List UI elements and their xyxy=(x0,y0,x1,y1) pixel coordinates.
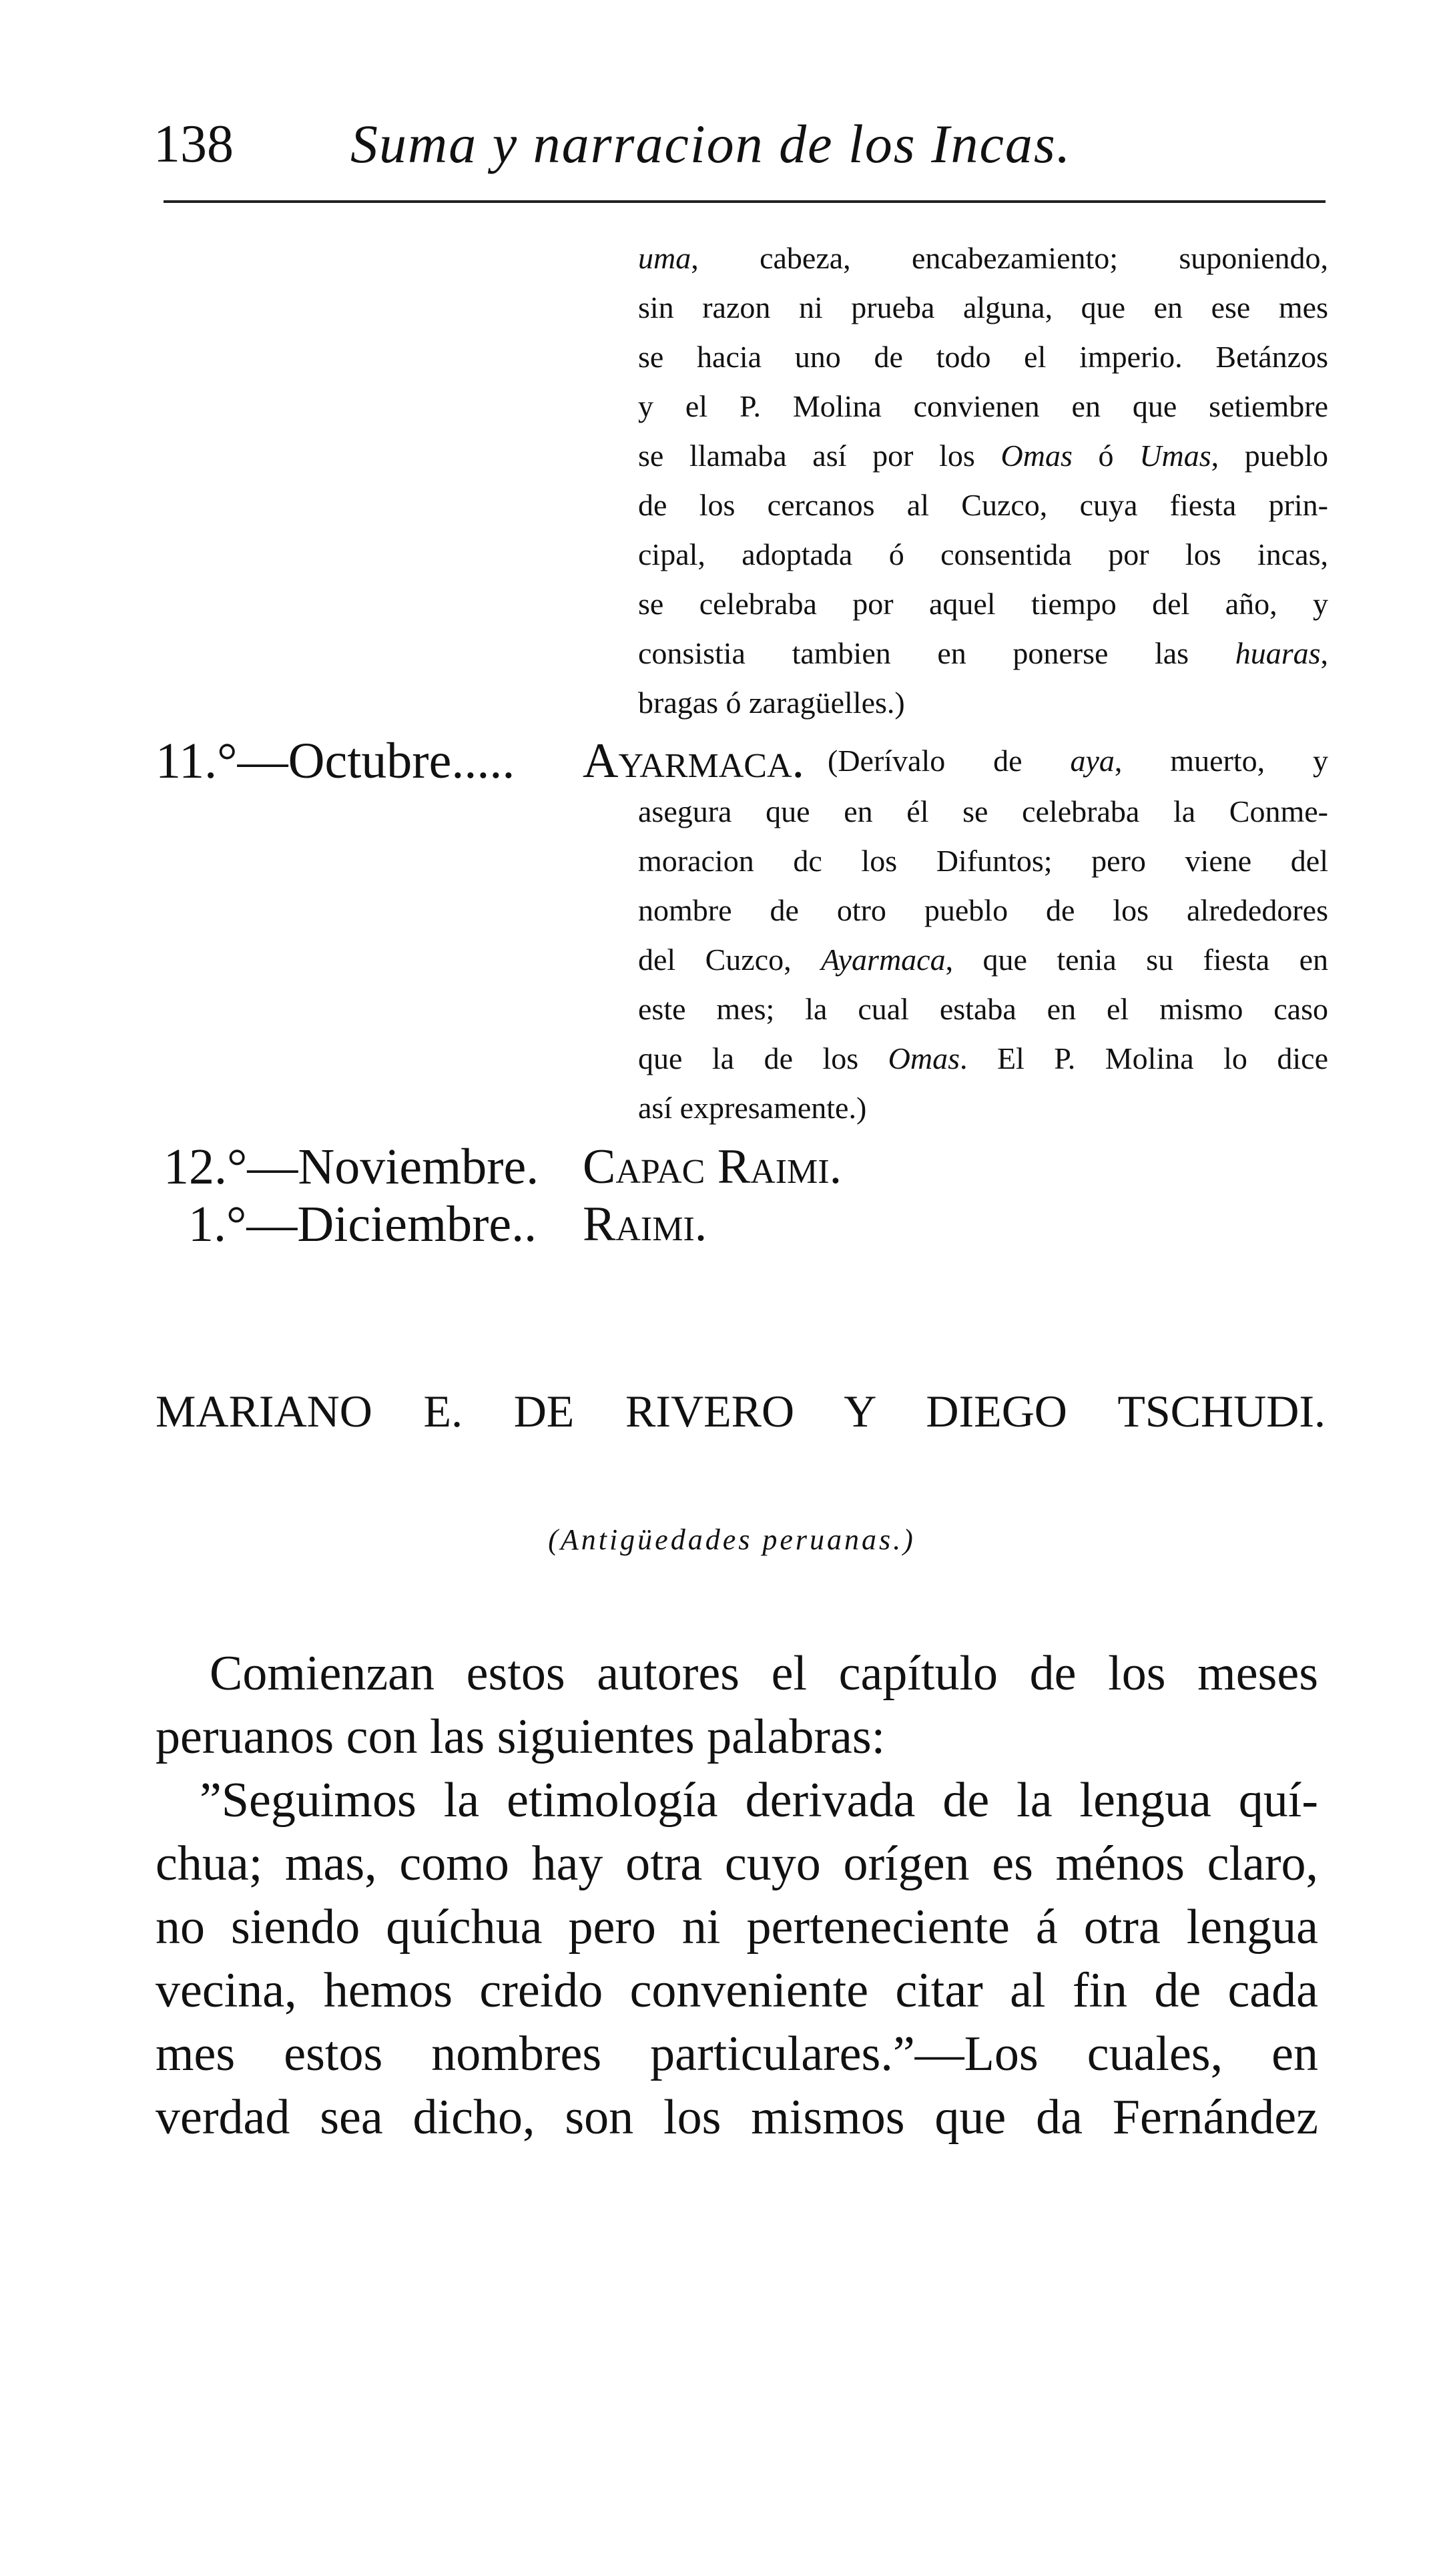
month-name-december: Raimi. xyxy=(583,1197,707,1252)
italic-text: Omas xyxy=(888,1041,960,1075)
month-name-november: Capac Raimi. xyxy=(583,1139,842,1194)
note-line xyxy=(638,787,1328,836)
note-line xyxy=(638,283,1328,332)
note-line xyxy=(828,736,1328,786)
text-segment: moracion dc los Difuntos; pero viene del xyxy=(638,844,1328,878)
header-rule xyxy=(164,200,1326,203)
note-line xyxy=(638,629,1328,678)
section-heading: MARIANO E. DE RIVERO Y DIEGO TSCHUDI. xyxy=(156,1386,1326,1437)
text-segment: que la de los xyxy=(638,1041,888,1075)
note-line xyxy=(638,836,1328,886)
text-segment: chua; mas, como hay otra cuyo orígen es ménos claro, xyxy=(156,1836,1318,1891)
note-line xyxy=(638,1034,1328,1083)
body-line xyxy=(156,2023,1318,2086)
text-segment: de los cercanos al Cuzco, cuya fiesta prin- xyxy=(638,488,1328,522)
month-name-october: Ayarmaca. xyxy=(583,734,804,788)
text-segment: del Cuzco, xyxy=(638,943,822,977)
text-segment: bragas ó zaragüelles.) xyxy=(638,686,905,720)
note-line xyxy=(638,1083,1328,1133)
page-number: 138 xyxy=(154,115,234,174)
body-line xyxy=(156,2086,1318,2149)
note-line xyxy=(638,579,1328,629)
text-segment: cipal, adoptada ó consentida por los incas, xyxy=(638,537,1328,571)
running-title: Suma y narracion de los Incas. xyxy=(350,113,1072,174)
text-segment: se llamaba así por los xyxy=(638,439,1001,473)
text-segment: se hacia uno de todo el imperio. Betánzos xyxy=(638,340,1328,374)
text-segment: consistia tambien en ponerse las xyxy=(638,636,1235,670)
italic-text: huaras xyxy=(1235,636,1321,670)
text-segment: y el P. Molina convienen en que setiembre xyxy=(638,389,1328,423)
note-line xyxy=(638,234,1328,283)
text-segment: , xyxy=(1320,636,1328,670)
italic-text: aya xyxy=(1070,744,1115,778)
text-segment: verdad sea dicho, son los mismos que da Fernández xyxy=(156,2090,1318,2145)
italic-text: uma xyxy=(638,241,691,275)
body-line xyxy=(210,1642,1318,1706)
note-line xyxy=(638,886,1328,935)
text-segment: , cabeza, encabezamiento; suponiendo, xyxy=(691,241,1328,275)
text-segment: Comienzan estos autores el capítulo de los meses xyxy=(210,1646,1318,1701)
text-segment: nombre de otro pueblo de los alrededores xyxy=(638,893,1328,927)
body-line xyxy=(156,1832,1318,1896)
text-segment: se celebraba por aquel tiempo del año, y xyxy=(638,587,1328,621)
note-line xyxy=(638,935,1328,985)
body-line xyxy=(156,1706,885,1769)
text-segment: mes estos nombres particulares.”—Los cuales, en xyxy=(156,2027,1318,2081)
text-segment: no siendo quíchua pero ni perteneciente á otra lengua xyxy=(156,1900,1318,1955)
text-segment: , que tenia su fiesta en xyxy=(945,943,1328,977)
text-segment: este mes; la cual estaba en el mismo caso xyxy=(638,992,1328,1026)
italic-text: Omas xyxy=(1000,439,1073,473)
italic-text: Umas xyxy=(1139,439,1211,473)
text-segment: (Derívalo de xyxy=(828,744,1071,778)
text-segment: sin razon ni prueba alguna, que en ese mes xyxy=(638,290,1328,324)
text-segment: ó xyxy=(1072,439,1140,473)
note-line xyxy=(638,678,1328,728)
italic-text: Ayarmaca xyxy=(821,943,946,977)
text-segment: , muerto, y xyxy=(1114,744,1329,778)
note-line xyxy=(638,985,1328,1034)
note-line xyxy=(638,530,1328,579)
text-segment: peruanos con las siguientes palabras: xyxy=(156,1710,886,1764)
text-segment: . El P. Molina lo dice xyxy=(959,1041,1328,1075)
body-line xyxy=(156,1896,1318,1959)
month-label-december: 1.°—Diciembre.. xyxy=(188,1196,537,1252)
note-line xyxy=(638,382,1328,431)
body-line xyxy=(156,1959,1318,2023)
text-segment: así expresamente.) xyxy=(638,1091,867,1125)
body-line xyxy=(200,1769,1318,1832)
text-segment: , pueblo xyxy=(1211,439,1329,473)
month-label-november: 12.°—Noviembre. xyxy=(164,1139,539,1195)
note-line xyxy=(638,431,1328,481)
month-label-october: 11.°—Octubre..... xyxy=(156,733,515,789)
note-line xyxy=(638,332,1328,382)
text-segment: asegura que en él se celebraba la Conme- xyxy=(638,794,1328,828)
note-line xyxy=(638,481,1328,530)
section-source: (Antigüedades peruanas.) xyxy=(548,1523,916,1556)
text-segment: ”Seguimos la etimología derivada de la lengua quí- xyxy=(200,1773,1318,1828)
text-segment: vecina, hemos creido conveniente citar al fin de cada xyxy=(156,1963,1318,2018)
